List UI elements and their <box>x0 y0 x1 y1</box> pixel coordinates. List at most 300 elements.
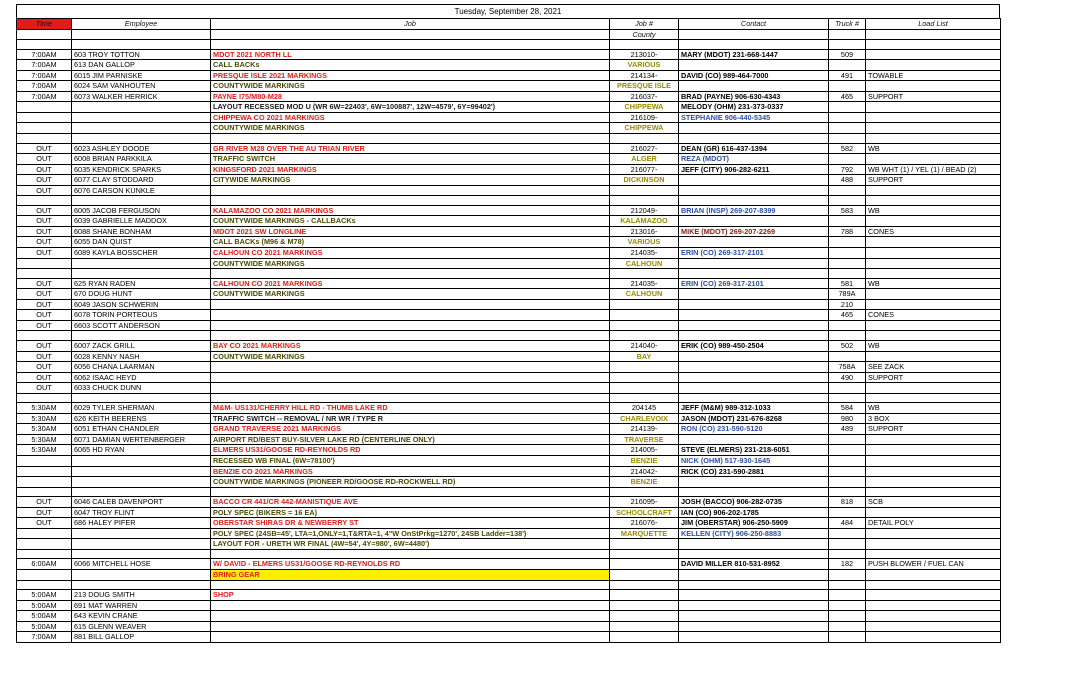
cell-time <box>17 331 72 341</box>
cell-job <box>211 40 610 50</box>
cell-job: BENZIE CO 2021 MARKINGS <box>211 466 610 477</box>
cell-job-number <box>610 196 679 206</box>
cell-job-number: SCHOOLCRAFT <box>610 507 679 518</box>
cell-contact <box>679 134 829 144</box>
cell-job <box>211 320 610 331</box>
cell-truck <box>829 237 866 248</box>
cell-truck <box>829 40 866 50</box>
cell-job: CITYWIDE MARKINGS <box>211 175 610 186</box>
cell-time <box>17 393 72 403</box>
table-row <box>17 569 1001 580</box>
cell-employee: 6076 CARSON KUNKLE <box>72 185 211 196</box>
cell-employee: 686 HALEY PIFER <box>72 518 211 529</box>
cell-employee: 6046 CALEB DAVENPORT <box>72 497 211 508</box>
cell-truck <box>829 60 866 71</box>
cell-truck: 818 <box>829 497 866 508</box>
cell-contact: ERIK (CO) 989-450-2504 <box>679 340 829 351</box>
col-header-employee: Employee <box>72 19 211 30</box>
cell-job-number: CALHOUN <box>610 289 679 300</box>
table-row <box>17 466 1001 477</box>
cell-job: LAYOUT RECESSED MOD U (WR 6W=22403', 6W=100887', 12W=4579', 6Y=99402') <box>211 102 610 113</box>
cell-job-number: 214005- <box>610 445 679 456</box>
cell-load-list <box>866 49 1001 60</box>
cell-job: CHIPPEWA CO 2021 MARKINGS <box>211 112 610 123</box>
cell-contact <box>679 434 829 445</box>
cell-load-list <box>866 320 1001 331</box>
table-row <box>17 632 1001 643</box>
cell-job: CALHOUN CO 2021 MARKINGS <box>211 248 610 259</box>
cell-truck <box>829 466 866 477</box>
table-row <box>17 590 1001 601</box>
cell-job-number <box>610 320 679 331</box>
cell-job: COUNTYWIDE MARKINGS <box>211 351 610 362</box>
cell-load-list <box>866 507 1001 518</box>
cell-job <box>211 621 610 632</box>
cell-time <box>17 455 72 466</box>
subheader-empty <box>17 29 72 40</box>
cell-job-number: 214134- <box>610 70 679 81</box>
cell-contact <box>679 216 829 227</box>
table-row <box>17 393 1001 403</box>
cell-contact <box>679 123 829 134</box>
cell-load-list <box>866 196 1001 206</box>
cell-truck <box>829 112 866 123</box>
cell-employee: 670 DOUG HUNT <box>72 289 211 300</box>
cell-contact <box>679 289 829 300</box>
cell-job: TRAFFIC SWITCH -- REMOVAL / NR WR / TYPE R <box>211 413 610 424</box>
cell-employee: 6039 GABRIELLE MADDOX <box>72 216 211 227</box>
cell-job: CALL BACKs (M96 & M78) <box>211 237 610 248</box>
cell-load-list <box>866 351 1001 362</box>
table-row <box>17 40 1001 50</box>
cell-truck <box>829 600 866 611</box>
cell-job: M&M- US131/CHERRY HILL RD - THUMB LAKE RD <box>211 403 610 414</box>
cell-job-number: KALAMAZOO <box>610 216 679 227</box>
cell-job <box>211 632 610 643</box>
cell-employee: 6078 TORIN PORTEOUS <box>72 310 211 321</box>
table-row <box>17 413 1001 424</box>
cell-truck: 582 <box>829 143 866 154</box>
table-row <box>17 372 1001 383</box>
cell-time: OUT <box>17 351 72 362</box>
cell-job <box>211 600 610 611</box>
cell-truck <box>829 258 866 269</box>
table-row <box>17 528 1001 539</box>
cell-time: OUT <box>17 154 72 165</box>
cell-time: 7:00AM <box>17 91 72 102</box>
cell-job-number: 204145 <box>610 403 679 414</box>
cell-time: OUT <box>17 497 72 508</box>
cell-time: OUT <box>17 164 72 175</box>
cell-truck: 491 <box>829 70 866 81</box>
cell-truck <box>829 580 866 590</box>
table-row <box>17 185 1001 196</box>
cell-job-number: 216109- <box>610 112 679 123</box>
cell-contact <box>679 237 829 248</box>
cell-load-list <box>866 611 1001 622</box>
cell-load-list <box>866 580 1001 590</box>
subheader-empty <box>72 29 211 40</box>
table-row <box>17 351 1001 362</box>
cell-employee: 6066 MITCHELL HOSE <box>72 559 211 570</box>
cell-load-list <box>866 621 1001 632</box>
cell-employee <box>72 580 211 590</box>
cell-job-number <box>610 331 679 341</box>
cell-employee <box>72 539 211 550</box>
table-row <box>17 310 1001 321</box>
cell-job-number: 212049- <box>610 205 679 216</box>
cell-employee: 6051 ETHAN CHANDLER <box>72 424 211 435</box>
cell-job <box>211 611 610 622</box>
cell-load-list <box>866 154 1001 165</box>
cell-time: 5:00AM <box>17 621 72 632</box>
cell-load-list: CONES <box>866 310 1001 321</box>
table-row <box>17 299 1001 310</box>
cell-employee: 881 BILL GALLOP <box>72 632 211 643</box>
cell-employee: 6024 SAM VANHOUTEN <box>72 81 211 92</box>
cell-time <box>17 269 72 279</box>
cell-load-list <box>866 289 1001 300</box>
cell-employee <box>72 123 211 134</box>
cell-load-list <box>866 487 1001 497</box>
cell-truck: 509 <box>829 49 866 60</box>
cell-job-number: 216037- <box>610 91 679 102</box>
cell-job: MDOT 2021 NORTH LL <box>211 49 610 60</box>
cell-truck: 502 <box>829 340 866 351</box>
cell-load-list <box>866 134 1001 144</box>
page-title: Tuesday, September 28, 2021 <box>16 4 1000 18</box>
table-row <box>17 424 1001 435</box>
cell-contact: JASON (MDOT) 231-676-8268 <box>679 413 829 424</box>
cell-load-list <box>866 81 1001 92</box>
cell-contact <box>679 310 829 321</box>
cell-job <box>211 269 610 279</box>
cell-job: W/ DAVID - ELMERS US31/GOOSE RD-REYNOLDS RD <box>211 559 610 570</box>
cell-truck: 465 <box>829 91 866 102</box>
cell-employee: 213 DOUG SMITH <box>72 590 211 601</box>
cell-truck: 584 <box>829 403 866 414</box>
cell-time: OUT <box>17 289 72 300</box>
table-row <box>17 226 1001 237</box>
cell-job: PAYNE I75/M80-M28 <box>211 91 610 102</box>
table-row <box>17 143 1001 154</box>
cell-time: OUT <box>17 340 72 351</box>
cell-truck: 210 <box>829 299 866 310</box>
cell-job: COUNTYWIDE MARKINGS <box>211 123 610 134</box>
table-row <box>17 258 1001 269</box>
cell-contact: JOSH (BACCO) 906-282-0735 <box>679 497 829 508</box>
cell-load-list: WB <box>866 143 1001 154</box>
cell-job-number <box>610 580 679 590</box>
cell-truck <box>829 445 866 456</box>
cell-job-number <box>610 559 679 570</box>
cell-time <box>17 466 72 477</box>
cell-contact <box>679 351 829 362</box>
cell-job: MDOT 2021 SW LONGLINE <box>211 226 610 237</box>
cell-employee <box>72 331 211 341</box>
cell-contact: STEVE (ELMERS) 231-218-6051 <box>679 445 829 456</box>
cell-job-number <box>610 362 679 373</box>
cell-employee: 6071 DAMIAN WERTENBERGER <box>72 434 211 445</box>
cell-truck <box>829 351 866 362</box>
cell-job: GR RIVER M28 OVER THE AU TRIAN RIVER <box>211 143 610 154</box>
table-row <box>17 549 1001 559</box>
col-header-contact: Contact <box>679 19 829 30</box>
cell-load-list: WB <box>866 340 1001 351</box>
cell-time: OUT <box>17 226 72 237</box>
cell-contact: REZA (MDOT) <box>679 154 829 165</box>
cell-employee <box>72 477 211 488</box>
cell-employee: 6056 CHANA LAARMAN <box>72 362 211 373</box>
cell-truck <box>829 81 866 92</box>
cell-job-number: 216077- <box>610 164 679 175</box>
cell-job-number: 214040- <box>610 340 679 351</box>
table-row <box>17 81 1001 92</box>
cell-job: BRING GEAR <box>211 569 610 580</box>
cell-truck: 489 <box>829 424 866 435</box>
table-row <box>17 455 1001 466</box>
cell-job <box>211 310 610 321</box>
cell-employee: 6015 JIM PARNISKE <box>72 70 211 81</box>
cell-contact <box>679 258 829 269</box>
cell-time: OUT <box>17 278 72 289</box>
cell-job-number <box>610 600 679 611</box>
cell-job: COUNTYWIDE MARKINGS - CALLBACKs <box>211 216 610 227</box>
cell-contact <box>679 621 829 632</box>
col-header-time: Time <box>17 19 72 30</box>
cell-job-number <box>610 590 679 601</box>
cell-job-number <box>610 611 679 622</box>
cell-job-number: BENZIE <box>610 477 679 488</box>
cell-time <box>17 123 72 134</box>
cell-job <box>211 134 610 144</box>
cell-job-number: ALGER <box>610 154 679 165</box>
cell-job: CALHOUN CO 2021 MARKINGS <box>211 278 610 289</box>
cell-truck <box>829 569 866 580</box>
cell-truck <box>829 383 866 394</box>
cell-load-list <box>866 102 1001 113</box>
cell-load-list <box>866 549 1001 559</box>
cell-contact: DAVID (CO) 989-464-7000 <box>679 70 829 81</box>
cell-load-list <box>866 393 1001 403</box>
cell-contact: MARY (MDOT) 231-668-1447 <box>679 49 829 60</box>
cell-truck <box>829 434 866 445</box>
cell-job: TRAFFIC SWITCH <box>211 154 610 165</box>
table-row <box>17 60 1001 71</box>
cell-time <box>17 477 72 488</box>
cell-load-list <box>866 383 1001 394</box>
cell-employee: 6055 DAN QUIST <box>72 237 211 248</box>
header-row <box>17 19 1001 30</box>
cell-employee: 6065 HD RYAN <box>72 445 211 456</box>
cell-load-list: SUPPORT <box>866 91 1001 102</box>
table-row <box>17 237 1001 248</box>
cell-job <box>211 196 610 206</box>
cell-contact <box>679 175 829 186</box>
cell-time: 6:00AM <box>17 559 72 570</box>
cell-contact <box>679 611 829 622</box>
cell-job-number: 216095- <box>610 497 679 508</box>
cell-load-list: WB WHT (1) / YEL (1) / BEAD (2) <box>866 164 1001 175</box>
cell-contact <box>679 81 829 92</box>
cell-load-list <box>866 60 1001 71</box>
cell-employee: 6008 BRIAN PARKKILA <box>72 154 211 165</box>
cell-contact <box>679 362 829 373</box>
cell-contact <box>679 580 829 590</box>
cell-contact: BRAD (PAYNE) 906-630-4343 <box>679 91 829 102</box>
cell-job: OBERSTAR SHIRAS DR & NEWBERRY ST <box>211 518 610 529</box>
table-row <box>17 497 1001 508</box>
cell-job <box>211 393 610 403</box>
table-row <box>17 154 1001 165</box>
cell-job <box>211 372 610 383</box>
table-row <box>17 102 1001 113</box>
table-row <box>17 196 1001 206</box>
subheader-row <box>17 29 1001 40</box>
cell-truck: 792 <box>829 164 866 175</box>
table-row <box>17 539 1001 550</box>
cell-job-number: PRESQUE ISLE <box>610 81 679 92</box>
cell-job-number <box>610 393 679 403</box>
cell-contact: NICK (OHM) 517-930-1645 <box>679 455 829 466</box>
cell-job: POLY SPEC (24SB=45', LTA=1,ONLY=1,T&RTA=1, 4"W OnStPrkg=1270', 24SB Ladder=138') <box>211 528 610 539</box>
table-row <box>17 278 1001 289</box>
cell-load-list <box>866 237 1001 248</box>
cell-employee: 613 DAN GALLOP <box>72 60 211 71</box>
cell-job-number: VARIOUS <box>610 60 679 71</box>
cell-job-number: CALHOUN <box>610 258 679 269</box>
cell-job: AIRPORT RD/BEST BUY-SILVER LAKE RD (CENTERLINE ONLY) <box>211 434 610 445</box>
cell-job: SHOP <box>211 590 610 601</box>
cell-load-list <box>866 466 1001 477</box>
table-row <box>17 340 1001 351</box>
cell-time: OUT <box>17 383 72 394</box>
table-row <box>17 445 1001 456</box>
cell-contact: BRIAN (INSP) 269-207-8399 <box>679 205 829 216</box>
cell-contact <box>679 185 829 196</box>
cell-time <box>17 40 72 50</box>
cell-load-list: CONES <box>866 226 1001 237</box>
cell-load-list <box>866 528 1001 539</box>
subheader-empty <box>829 29 866 40</box>
cell-truck: 465 <box>829 310 866 321</box>
cell-contact <box>679 600 829 611</box>
table-row <box>17 91 1001 102</box>
cell-load-list: SEE ZACK <box>866 362 1001 373</box>
table-row <box>17 248 1001 259</box>
cell-job: COUNTYWIDE MARKINGS (PIONEER RD/GOOSE RD-ROCKWELL RD) <box>211 477 610 488</box>
cell-job-number <box>610 383 679 394</box>
cell-load-list <box>866 40 1001 50</box>
table-row <box>17 216 1001 227</box>
cell-employee <box>72 112 211 123</box>
cell-job-number <box>610 310 679 321</box>
cell-employee <box>72 487 211 497</box>
table-row <box>17 403 1001 414</box>
cell-job: KINGSFORD 2021 MARKINGS <box>211 164 610 175</box>
cell-time: OUT <box>17 507 72 518</box>
cell-time: 5:30AM <box>17 445 72 456</box>
cell-job-number <box>610 632 679 643</box>
cell-job-number: BAY <box>610 351 679 362</box>
cell-load-list <box>866 299 1001 310</box>
cell-contact <box>679 590 829 601</box>
cell-load-list <box>866 258 1001 269</box>
table-row <box>17 383 1001 394</box>
cell-job: ELMERS US31/GOOSE RD-REYNOLDS RD <box>211 445 610 456</box>
cell-time: 5:30AM <box>17 403 72 414</box>
cell-job-number <box>610 539 679 550</box>
cell-employee: 643 KEVIN CRANE <box>72 611 211 622</box>
cell-employee: 6088 SHANE BONHAM <box>72 226 211 237</box>
cell-employee <box>72 466 211 477</box>
cell-job: KALAMAZOO CO 2021 MARKINGS <box>211 205 610 216</box>
cell-employee: 6028 KENNY NASH <box>72 351 211 362</box>
cell-truck: 581 <box>829 278 866 289</box>
cell-time <box>17 580 72 590</box>
cell-job: BACCO CR 441/CR 442-MANISTIQUE AVE <box>211 497 610 508</box>
cell-employee: 6035 KENDRICK SPARKS <box>72 164 211 175</box>
cell-job-number: DICKINSON <box>610 175 679 186</box>
cell-time: 7:00AM <box>17 81 72 92</box>
table-row <box>17 611 1001 622</box>
cell-job <box>211 383 610 394</box>
cell-load-list <box>866 434 1001 445</box>
cell-truck <box>829 539 866 550</box>
cell-truck <box>829 185 866 196</box>
cell-time: OUT <box>17 185 72 196</box>
cell-employee: 6049 JASON SCHWERIN <box>72 299 211 310</box>
cell-time: 5:00AM <box>17 611 72 622</box>
cell-job-number: 214035- <box>610 248 679 259</box>
cell-time: 7:00AM <box>17 632 72 643</box>
cell-truck <box>829 528 866 539</box>
cell-job-number: VARIOUS <box>610 237 679 248</box>
cell-contact: MIKE (MDOT) 269-207-2269 <box>679 226 829 237</box>
cell-contact: JEFF (M&M) 989-312-1033 <box>679 403 829 414</box>
cell-time <box>17 549 72 559</box>
table-row <box>17 518 1001 529</box>
col-header-job-number: Job # <box>610 19 679 30</box>
cell-contact <box>679 372 829 383</box>
cell-truck <box>829 455 866 466</box>
cell-job-number <box>610 269 679 279</box>
cell-load-list <box>866 248 1001 259</box>
table-row <box>17 320 1001 331</box>
cell-employee: 6077 CLAY STODDARD <box>72 175 211 186</box>
cell-truck <box>829 196 866 206</box>
cell-load-list <box>866 539 1001 550</box>
cell-employee <box>72 40 211 50</box>
cell-time: 5:00AM <box>17 600 72 611</box>
cell-employee: 603 TROY TOTTON <box>72 49 211 60</box>
cell-job-number <box>610 569 679 580</box>
cell-contact: JEFF (CITY) 906-282-6211 <box>679 164 829 175</box>
cell-job-number <box>610 134 679 144</box>
table-row <box>17 559 1001 570</box>
cell-employee: 6033 CHUCK DUNN <box>72 383 211 394</box>
cell-time <box>17 487 72 497</box>
cell-time: 5:30AM <box>17 434 72 445</box>
cell-job-number <box>610 621 679 632</box>
cell-job-number: 214139- <box>610 424 679 435</box>
cell-time: OUT <box>17 248 72 259</box>
table-row <box>17 507 1001 518</box>
cell-load-list: PUSH BLOWER / FUEL CAN <box>866 559 1001 570</box>
cell-time <box>17 112 72 123</box>
cell-employee: 626 KEITH BEERENS <box>72 413 211 424</box>
cell-job-number: 214042- <box>610 466 679 477</box>
